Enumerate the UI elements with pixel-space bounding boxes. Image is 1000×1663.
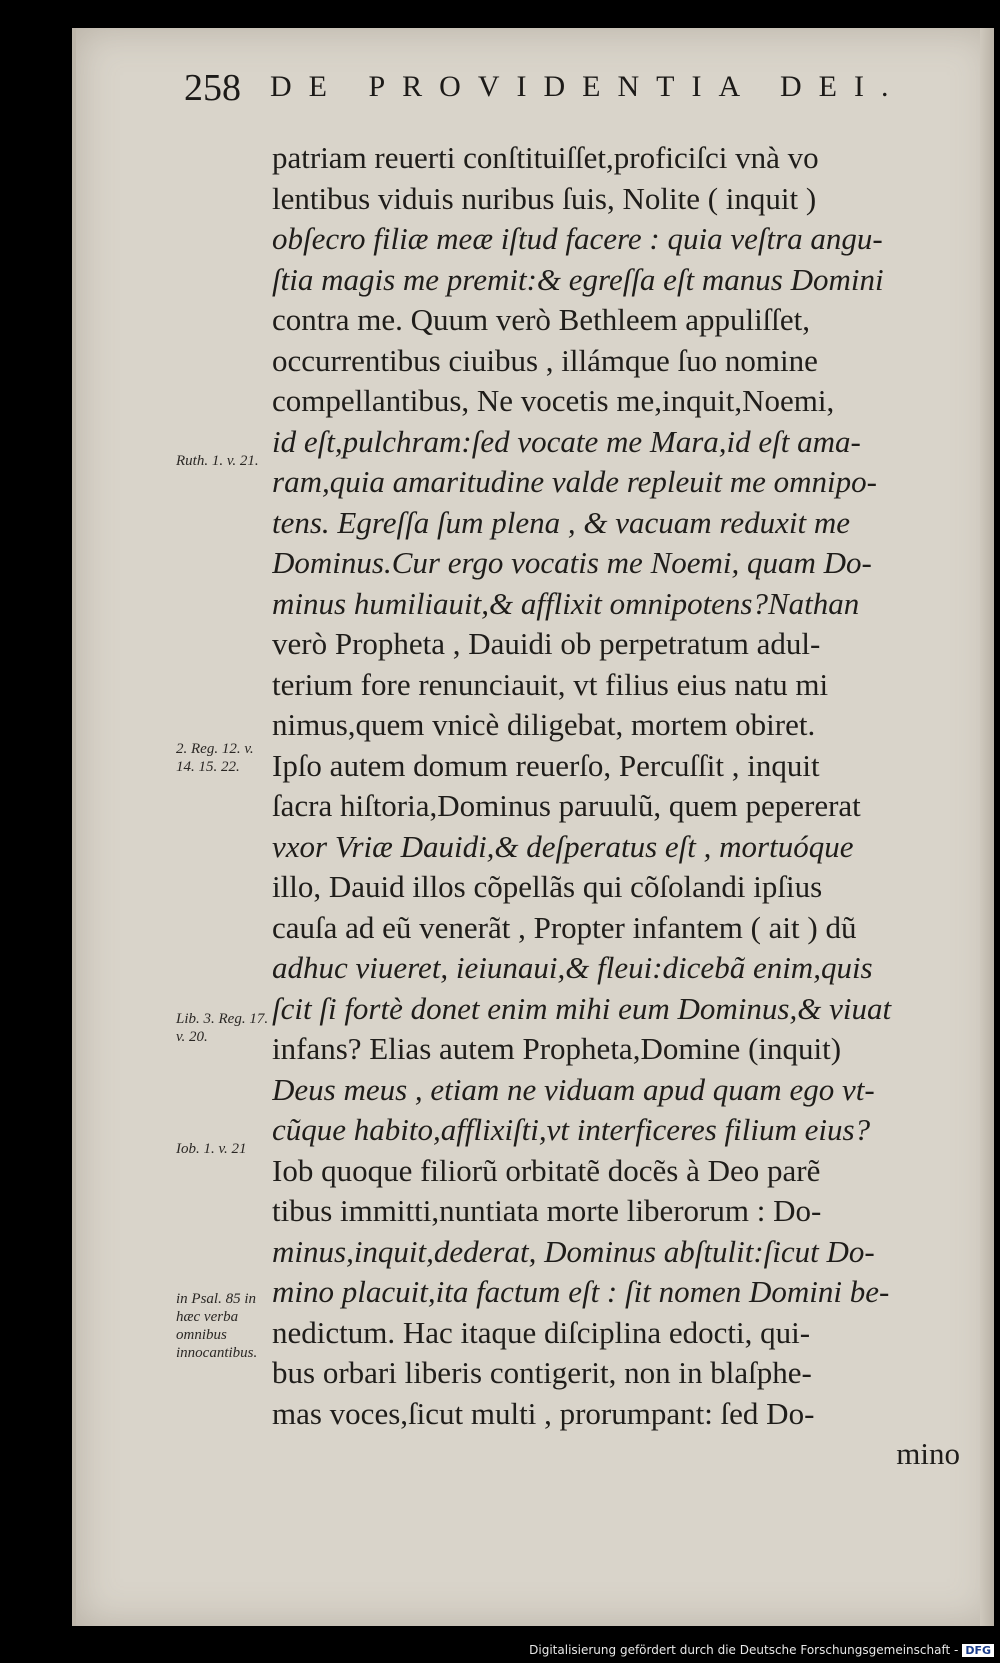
text-line: verò Propheta , Dauidi ob perpetratum adul- (272, 626, 821, 661)
text-line: mino placuit,ita factum eſt : ſit nomen Domini be- (272, 1274, 890, 1309)
text-line: ram,quia amaritudine valde repleuit me omnipo- (272, 464, 877, 499)
footer-bar (0, 1627, 1000, 1663)
text-line: ſacra hiſtoria,Dominus paruulũ, quem pepererat (272, 788, 861, 823)
text-line: cauſa ad eũ venerãt , Propter infantem ( ait ) dũ (272, 909, 857, 945)
text-line: infans? Elias autem Propheta,Domine (inquit) (272, 1031, 842, 1066)
text-line: nimus,quem vnicè diligebat, mortem obiret. (272, 707, 816, 742)
text-line: illo, Dauid illos cõpellãs qui cõſolandi ipſius (272, 869, 823, 904)
body-text (272, 138, 960, 1475)
margin-note: 2. Reg. 12. v. 14. 15. 22. (176, 741, 254, 775)
text-line: minus humiliauit,& afflixit omnipotens?Nathan (272, 585, 860, 621)
page-edge (980, 28, 994, 1626)
catchword: mino (896, 1436, 960, 1471)
running-title: DE PROVIDENTIA DEI. (270, 70, 906, 103)
margin-note: Iob. 1. v. 21 (176, 1141, 247, 1157)
margin-note: in Psal. 85 in hæc verba omnibus innocantibus. (176, 1291, 258, 1361)
footer-credit-text: Digitalisierung gefördert durch die Deutsche Forschungsgemeinschaft - (529, 1643, 959, 1657)
text-line: occurrentibus ciuibus , illámque ſuo nomine (272, 342, 818, 378)
text-line: tibus immitti,nuntiata morte liberorum : Do- (272, 1193, 822, 1228)
text-line: vxor Vriæ Dauidi,& deſperatus eſt , mortuóque (272, 828, 854, 864)
margin-note: Ruth. 1. v. 21. (176, 453, 259, 469)
footer-credit (529, 1643, 994, 1657)
text-line: terium fore renunciauit, vt filius eius natu mi (272, 666, 829, 702)
text-line: lentibus viduis nuribus ſuis, Nolite ( inquit ) (272, 180, 817, 216)
text-line: compellantibus, Ne vocetis me,inquit,Noemi, (272, 383, 835, 418)
text-line: obſecro filiæ meæ iſtud facere : quia veſtra angu- (272, 221, 883, 256)
text-line: tens. Egreſſa ſum plena , & vacuam reduxit me (272, 504, 850, 540)
text-line: nedictum. Hac itaque diſciplina edocti, qui- (272, 1314, 811, 1350)
text-line: Iob quoque filiorũ orbitatẽ docẽs à Deo parẽ (272, 1152, 821, 1188)
text-line: bus orbari liberis contigerit, non in blaſphe- (272, 1355, 812, 1390)
text-line: ſcit ſi fortè donet enim mihi eum Dominus,& viuat (272, 990, 892, 1026)
text-line: mas voces,ſicut multi , prorumpant: ſed Do- (272, 1395, 815, 1431)
text-line: id eſt,pulchram:ſed vocate me Mara,id eſt ama- (272, 423, 861, 459)
page-header (184, 66, 940, 116)
text-line: Dominus.Cur ergo vocatis me Noemi, quam Do- (272, 545, 872, 580)
text-line: adhuc viueret, ieiunaui,& fleui:dicebã enim,quis (272, 950, 873, 985)
text-line: contra me. Quum verò Bethleem appuliſſet, (272, 302, 811, 337)
text-line: minus,inquit,dederat, Dominus abſtulit:ſicut Do- (272, 1233, 875, 1269)
text-line: Ipſo autem domum reuerſo, Percuſſit , inquit (272, 747, 820, 783)
dfg-logo: DFG (962, 1644, 994, 1657)
text-line: Deus meus , etiam ne viduam apud quam ego vt- (272, 1071, 875, 1107)
text-line: ſtia magis me premit:& egreſſa eſt manus Domini (272, 261, 884, 297)
page-number: 258 (184, 67, 241, 109)
text-line: cũque habito,afflixiſti,vt interficeres filium eius? (272, 1112, 871, 1147)
margin-note: Lib. 3. Reg. 17. v. 20. (176, 1011, 269, 1045)
text-line: patriam reuerti conſtituiſſet,proficiſci vnà vo (272, 140, 819, 175)
